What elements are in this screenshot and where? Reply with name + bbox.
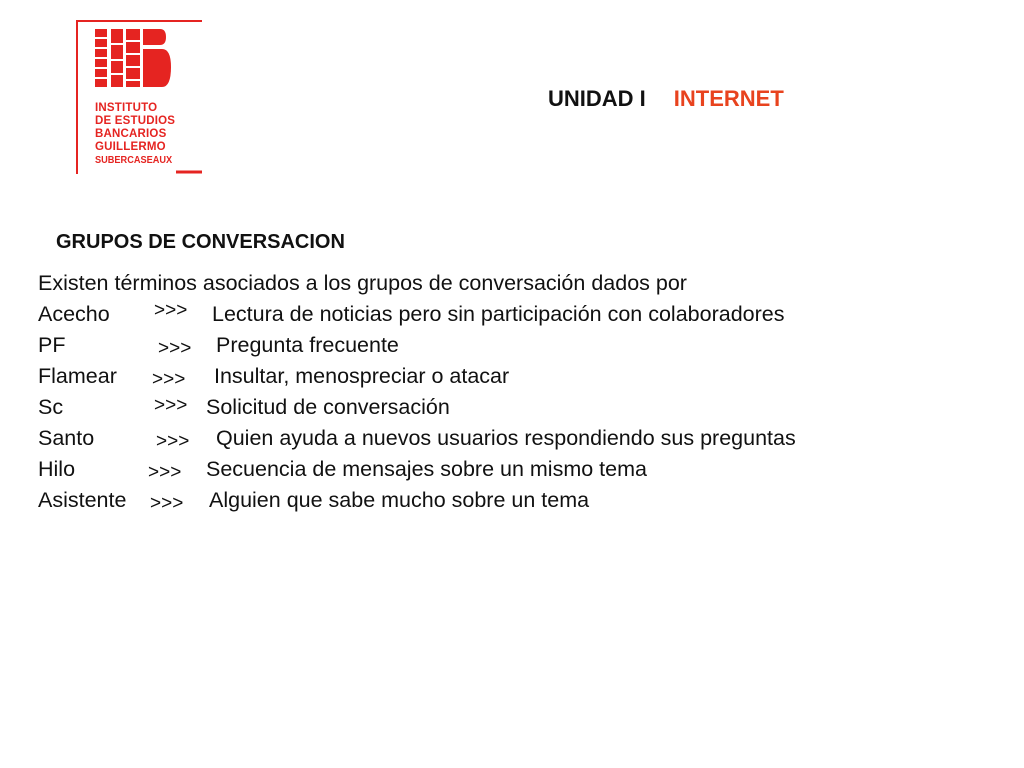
unit-heading bbox=[548, 86, 784, 112]
section-title: GRUPOS DE CONVERSACION bbox=[56, 231, 345, 253]
term-name: Asistente bbox=[38, 488, 127, 512]
arrow-separator: >>> bbox=[148, 462, 182, 483]
intro-text: Existen términos asociados a los grupos de conversación dados por bbox=[38, 271, 687, 295]
term-definition: Quien ayuda a nuevos usuarios respondiendo sus preguntas bbox=[216, 426, 796, 450]
logo-line: GUILLERMO bbox=[95, 141, 166, 153]
logo-line: DE ESTUDIOS bbox=[95, 115, 176, 127]
term-name: Sc bbox=[38, 395, 64, 419]
arrow-separator: >>> bbox=[152, 369, 186, 390]
arrow-separator: >>> bbox=[156, 431, 190, 452]
term-definition: Lectura de noticias pero sin participación con colaboradores bbox=[212, 302, 785, 326]
term-definition: Alguien que sabe mucho sobre un tema bbox=[209, 488, 590, 512]
institute-logo bbox=[76, 20, 202, 174]
term-definition: Solicitud de conversación bbox=[206, 395, 450, 419]
logo-line: SUBERCASEAUX bbox=[95, 155, 173, 166]
logo-line: INSTITUTO bbox=[95, 102, 158, 114]
term-name: PF bbox=[38, 333, 66, 357]
unit-topic: INTERNET bbox=[673, 86, 784, 111]
arrow-separator: >>> bbox=[154, 300, 188, 321]
logo-line: BANCARIOS bbox=[95, 128, 167, 140]
term-name: Santo bbox=[38, 426, 95, 450]
term-name: Acecho bbox=[38, 302, 110, 326]
arrow-separator: >>> bbox=[154, 395, 188, 416]
term-definition: Secuencia de mensajes sobre un mismo tema bbox=[206, 457, 647, 481]
term-definition: Insultar, menospreciar o atacar bbox=[214, 364, 510, 388]
term-definition: Pregunta frecuente bbox=[216, 333, 399, 357]
logo-text bbox=[95, 102, 179, 167]
term-name: Flamear bbox=[38, 364, 117, 388]
term-name: Hilo bbox=[38, 457, 76, 481]
arrow-separator: >>> bbox=[158, 338, 192, 359]
unit-label: UNIDAD I bbox=[548, 86, 646, 111]
arrow-separator: >>> bbox=[150, 493, 184, 514]
